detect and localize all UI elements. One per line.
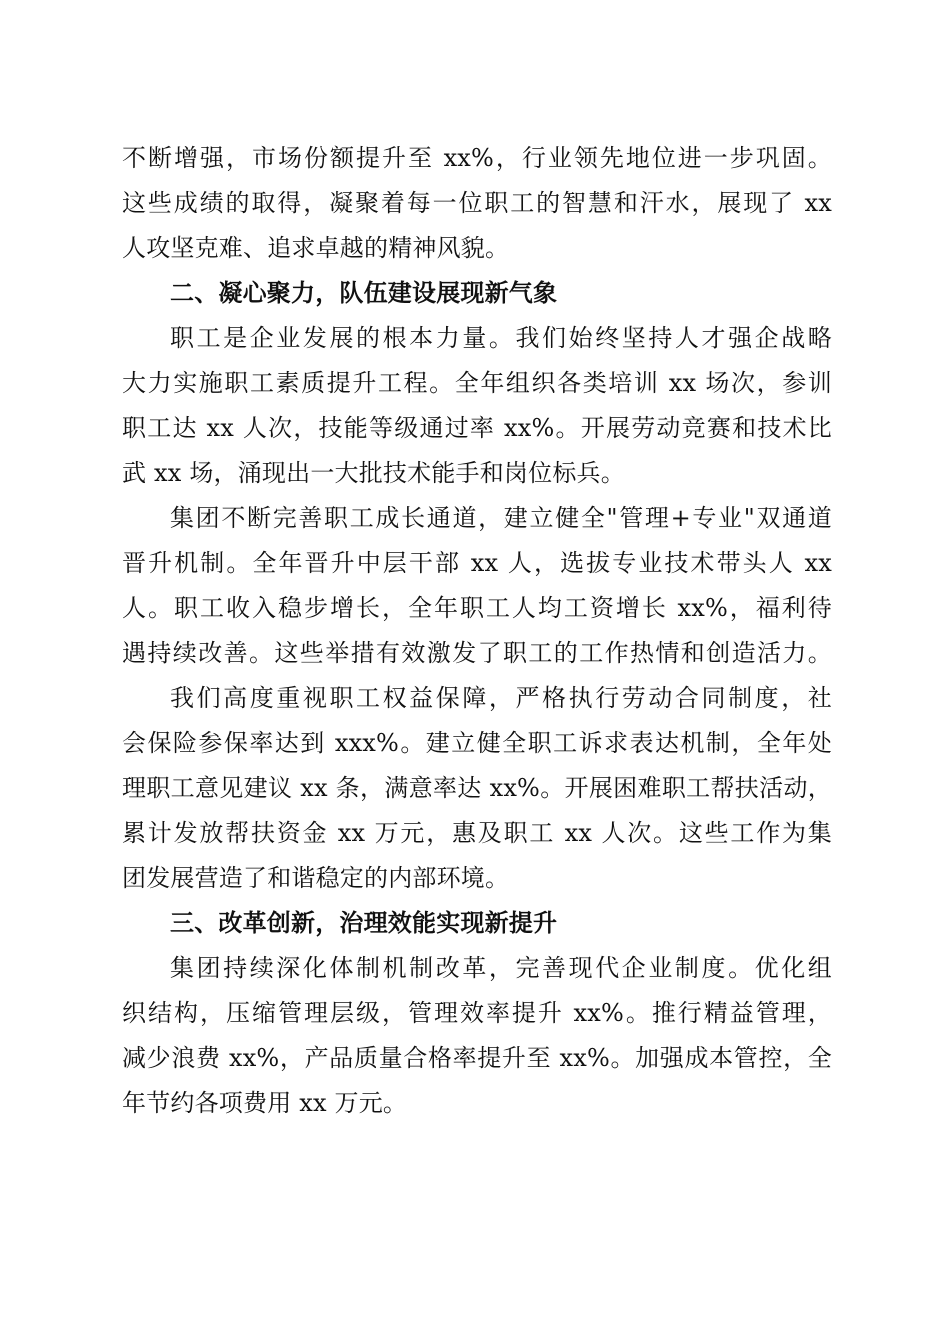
text-line: 理职工意见建议 xx 条，满意率达 xx%。开展困难职工帮扶活动， bbox=[122, 774, 832, 802]
text-line: 会保险参保率达到 xxx%。建立健全职工诉求表达机制，全年处 bbox=[122, 729, 832, 757]
paragraph-5 bbox=[122, 946, 832, 1126]
text-line: 团发展营造了和谐稳定的内部环境。 bbox=[122, 864, 510, 892]
text-line: 人。职工收入稳步增长，全年职工人均工资增长 xx%，福利待 bbox=[122, 594, 832, 622]
text-line: 集团持续深化体制机制改革，完善现代企业制度。优化组 bbox=[170, 954, 832, 982]
text-line: 织结构，压缩管理层级，管理效率提升 xx%。推行精益管理， bbox=[122, 999, 832, 1027]
text-line: 这些成绩的取得，凝聚着每一位职工的智慧和汗水，展现了 xx bbox=[122, 189, 832, 217]
text-line: 减少浪费 xx%，产品质量合格率提升至 xx%。加强成本管控，全 bbox=[122, 1044, 832, 1072]
paragraph-3 bbox=[122, 496, 832, 676]
document-page bbox=[122, 136, 832, 1126]
text-line: 遇持续改善。这些举措有效激发了职工的工作热情和创造活力。 bbox=[122, 639, 832, 667]
text-line: 大力实施职工素质提升工程。全年组织各类培训 xx 场次，参训 bbox=[122, 369, 832, 397]
paragraph-4 bbox=[122, 676, 832, 901]
text-line: 职工是企业发展的根本力量。我们始终坚持人才强企战略 bbox=[170, 324, 832, 352]
section-heading-2: 二、凝心聚力，队伍建设展现新气象 bbox=[170, 279, 558, 307]
text-line: 累计发放帮扶资金 xx 万元，惠及职工 xx 人次。这些工作为集 bbox=[122, 819, 832, 847]
paragraph-2 bbox=[122, 316, 832, 496]
text-line: 年节约各项费用 xx 万元。 bbox=[122, 1089, 408, 1117]
paragraph-1 bbox=[122, 136, 832, 271]
text-line: 晋升机制。全年晋升中层干部 xx 人，选拔专业技术带头人 xx bbox=[122, 549, 832, 577]
text-line: 我们高度重视职工权益保障，严格执行劳动合同制度，社 bbox=[170, 684, 832, 712]
text-line: 武 xx 场，涌现出一大批技术能手和岗位标兵。 bbox=[122, 459, 625, 487]
text-line: 职工达 xx 人次，技能等级通过率 xx%。开展劳动竞赛和技术比 bbox=[122, 414, 832, 442]
text-line: 人攻坚克难、追求卓越的精神风貌。 bbox=[122, 234, 510, 262]
section-heading-3: 三、改革创新，治理效能实现新提升 bbox=[170, 909, 558, 937]
text-line: 集团不断完善职工成长通道，建立健全"管理+专业"双通道 bbox=[170, 504, 832, 532]
text-line: 不断增强，市场份额提升至 xx%，行业领先地位进一步巩固。 bbox=[122, 144, 832, 172]
